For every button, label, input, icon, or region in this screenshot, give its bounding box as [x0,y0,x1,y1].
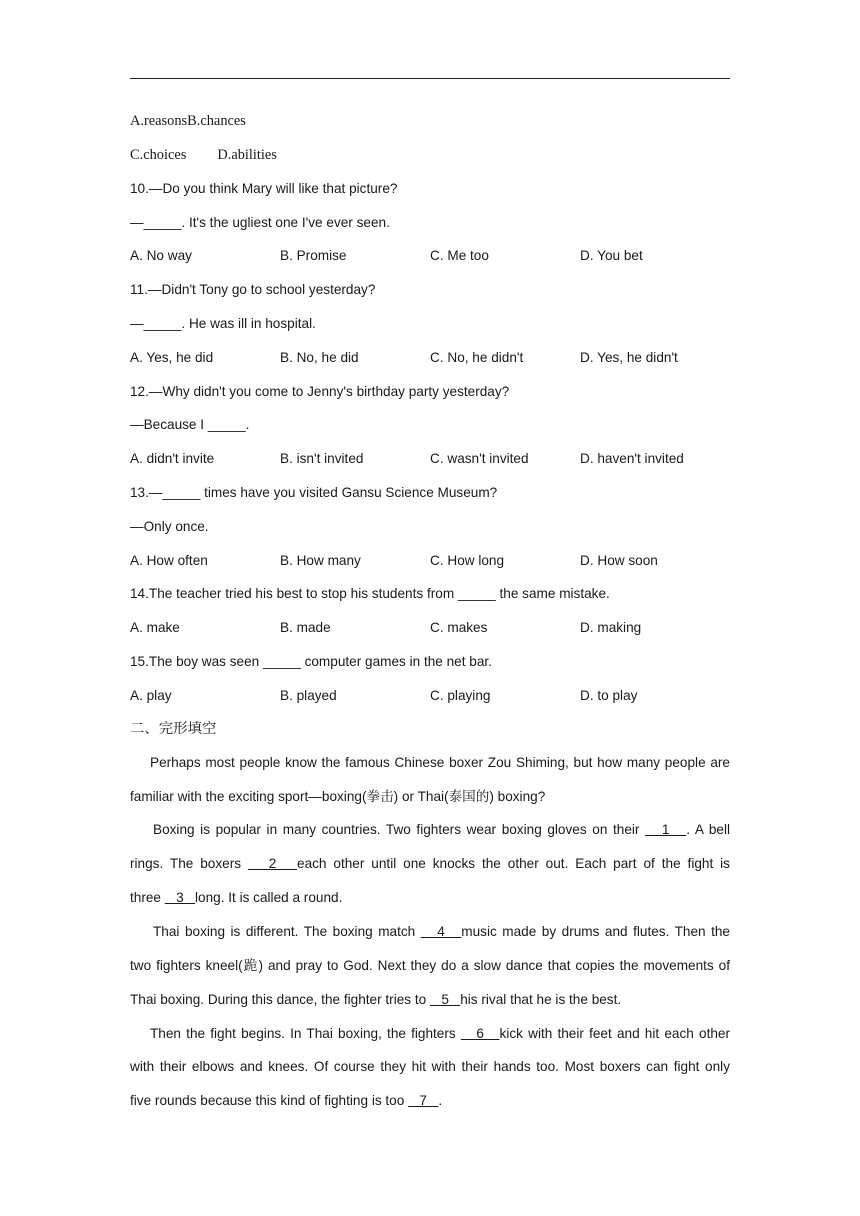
q10-option-b: B. Promise [280,248,347,263]
q10-option-a: A. No way [130,248,192,263]
q13-option-d: D. How soon [580,553,658,568]
q13-reply: —Only once. [130,519,209,534]
q12-reply: —Because I _____. [130,417,250,432]
passage-p3-line1: Thai boxing is different. The boxing match 4 music made by drums and flutes. Then the [153,924,730,939]
q12-option-c: C. wasn't invited [430,451,529,466]
passage-p2-line2: rings. The boxers 2 each other until one knocks the other out. Each part of the fight is [130,856,730,871]
blank-4: 4 [420,924,462,939]
header-rule [130,78,730,79]
q13-option-b: B. How many [280,553,361,568]
q13-option-a: A. How often [130,553,208,568]
q10-stem: 10.—Do you think Mary will like that picture? [130,181,398,196]
q14-option-b: B. made [280,620,331,635]
q12-option-d: D. haven't invited [580,451,684,466]
blank-3: 3 [164,890,195,905]
q13-stem: 13.—_____ times have you visited Gansu Science Museum? [130,485,498,500]
passage-p4-line3: five rounds because this kind of fighting is too 7 . [130,1093,443,1108]
q15-option-c: C. playing [430,688,491,703]
blank-7: 7 [408,1093,439,1108]
q14-option-a: A. make [130,620,180,635]
q9-option-d: D.abilities [217,147,277,163]
q12-option-b: B. isn't invited [280,451,364,466]
q10-option-c: C. Me too [430,248,489,263]
q15-option-b: B. played [280,688,337,703]
passage-p3-line2: two fighters kneel(跪) and pray to God. Next they do a slow dance that copies the movements of [130,958,730,973]
blank-5: 5 [429,992,461,1007]
q10-option-d: D. You bet [580,248,643,263]
q11-option-a: A. Yes, he did [130,350,214,365]
q11-reply: —_____. He was ill in hospital. [130,316,316,331]
passage-p3-line3: Thai boxing. During this dance, the fighter tries to 5 his rival that he is the best. [130,992,622,1007]
passage-p4-line2: with their elbows and knees. Of course they hit with their hands too. Most boxers can fight only [130,1059,730,1074]
q15-stem: 15.The boy was seen _____ computer games in the net bar. [130,654,492,669]
passage-p4-line1: Then the fight begins. In Thai boxing, the fighters 6 kick with their feet and hit each other [150,1026,730,1041]
q14-stem: 14.The teacher tried his best to stop his students from _____ the same mistake. [130,586,610,601]
q15-option-a: A. play [130,688,172,703]
passage-p1-line2: familiar with the exciting sport—boxing(拳击) or Thai(泰国的) boxing? [130,789,546,804]
q14-option-d: D. making [580,620,642,635]
q9-options-ab: A.reasonsB.chances [130,113,246,129]
blank-2: 2 [247,856,298,871]
section-title: 二、完形填空 [130,721,217,737]
q11-stem: 11.—Didn't Tony go to school yesterday? [130,282,376,297]
q12-option-a: A. didn't invite [130,451,215,466]
q14-option-c: C. makes [430,620,488,635]
q11-option-b: B. No, he did [280,350,359,365]
blank-1: 1 [645,822,687,837]
q9-options-cd [130,145,277,165]
q15-option-d: D. to play [580,688,638,703]
blank-6: 6 [460,1026,500,1041]
q9-option-c: C.choices [130,147,187,163]
passage-p2-line1: Boxing is popular in many countries. Two fighters wear boxing gloves on their 1 . A bell [153,822,730,837]
passage-p1-line1: Perhaps most people know the famous Chinese boxer Zou Shiming, but how many people are [150,755,730,770]
q10-reply: —_____. It's the ugliest one I've ever seen. [130,215,390,230]
q13-option-c: C. How long [430,553,505,568]
q12-stem: 12.—Why didn't you come to Jenny's birthday party yesterday? [130,384,510,399]
q11-option-c: C. No, he didn't [430,350,524,365]
passage-p2-line3: three 3 long. It is called a round. [130,890,343,905]
q11-option-d: D. Yes, he didn't [580,350,678,365]
